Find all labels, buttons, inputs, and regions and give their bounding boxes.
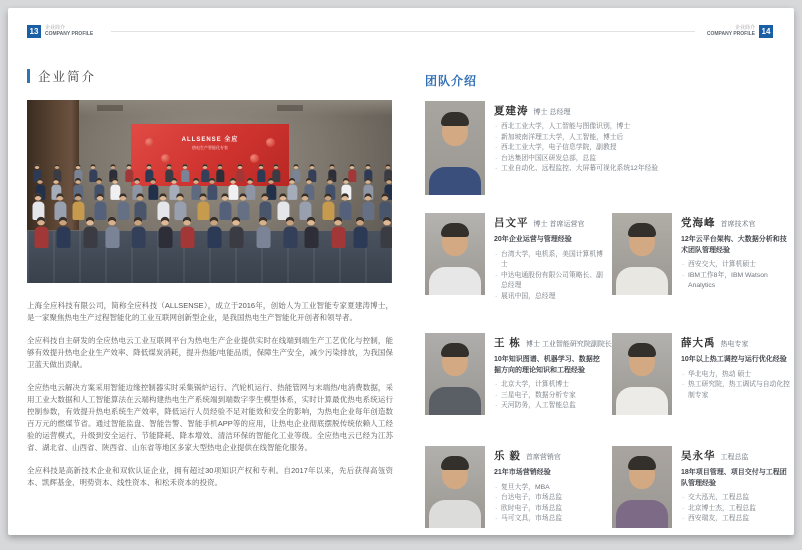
person-figure <box>227 217 244 252</box>
left-header-labels <box>45 25 93 37</box>
member-bullet: · 西安瑞友，工程总监 <box>681 514 790 525</box>
team-member <box>425 333 612 415</box>
member-summary: 10年知识图谱、机器学习、数据挖掘方向的理论知识和工程经验 <box>494 356 600 374</box>
member-bullet: · 台达电子，市场总监 <box>494 493 603 504</box>
member-bullet: · 新加坡南洋理工大学，人工智能，博士后 <box>494 133 791 144</box>
title-accent-bar <box>27 69 30 83</box>
member-summary: 18年项目管理、项目交付与工程团队管理经验 <box>681 469 787 487</box>
person-figure <box>330 217 347 252</box>
portrait-hair <box>628 343 656 357</box>
right-header-rule <box>401 31 695 32</box>
member-bullets <box>681 493 790 525</box>
team-row <box>425 446 791 528</box>
team-member <box>425 213 603 302</box>
left-section-title-text: 企业简介 <box>38 70 97 84</box>
team-member <box>425 446 603 528</box>
member-name-line <box>681 448 790 463</box>
member-name-line <box>494 215 603 230</box>
member-photo <box>425 101 485 195</box>
member-bullets <box>494 380 603 412</box>
portrait-shoulders <box>429 267 481 295</box>
member-bullet: · 中达电通股份有限公司策略长、副总经理 <box>494 271 603 292</box>
person-figure <box>180 164 190 184</box>
right-header-labels <box>707 25 755 37</box>
portrait-hair <box>628 456 656 470</box>
left-section-title <box>27 67 96 85</box>
team-row <box>425 333 791 415</box>
right-section-title: 团队介绍 <box>425 74 478 88</box>
member-bullet: · 欧时电子，市场总监 <box>494 504 603 515</box>
member-photo <box>612 333 672 415</box>
person-figure <box>130 217 147 252</box>
person-figure <box>103 217 120 252</box>
photo-crowd <box>27 100 392 283</box>
member-bullet: · 西北工业大学，电子信息学院，副教授 <box>494 143 791 154</box>
member-bullet: · 台湾大学，电机系，美国计算机博士 <box>494 250 603 271</box>
person-figure <box>54 217 71 252</box>
member-role: 博士 首席运营官 <box>533 221 585 228</box>
intro-paragraph: 上海全应科技有限公司，简称全应科技（ALLSENSE），成立于2016年，创始人为工业智能专家夏建涛博士，是一家聚焦热电生产过程智能化的工业互联网创新型企业，是我国热电生产智能化开创者和领导者。 <box>27 301 393 322</box>
brochure-spread <box>8 8 794 535</box>
group-photo <box>27 100 392 283</box>
team-row <box>425 101 791 195</box>
member-bullets <box>494 483 603 525</box>
intro-paragraph: 全应热电云解决方案采用智能边缘控制器实时采集锅炉运行、汽轮机运行、热能管网与末端热/电消费数据，采用工业大数据和人工智能算法在云端构建热电生产系统端到端数字孪生模型体系，实时计算最优热电系统运行控制参数，有效提升热电系统生产效率，降低运行人员经验不足对能效和安全的影响，为热电企业每年创造数百万元的燃煤节省。通过智能监盘、智能告警、智能手机APP等的应用，让热电企业彻底摆脱传统依赖人工经验的运营模式，升级到安全运行、节能降耗、降本增效、清洁环保的智能化工业等级。全应热电云已经为江苏省、湖北省、山西省、陕西省、山东省等地区多家大型热电企业提供在线智能化服务。 <box>27 383 393 452</box>
portrait-hair <box>441 343 469 357</box>
member-bullet: · 北京大学，计算机博士 <box>494 380 603 391</box>
portrait-hair <box>628 223 656 237</box>
member-summary: 10年以上热工调控与运行优化经验 <box>681 356 787 363</box>
portrait-shoulders <box>429 167 481 195</box>
right-header-label-cn: 企业简介 <box>734 25 755 31</box>
portrait-hair <box>441 112 469 126</box>
member-summary: 21年市场营销经验 <box>494 469 551 476</box>
member-bullet: · 马可文具，市场总监 <box>494 514 603 525</box>
portrait-shoulders <box>429 500 481 528</box>
right-running-header <box>401 24 773 38</box>
right-header-label-en: COMPANY PROFILE <box>706 31 755 37</box>
portrait-shoulders <box>616 500 668 528</box>
person-figure <box>352 217 369 252</box>
member-bullet: · 交大泓光，工程总监 <box>681 493 790 504</box>
right-page-number: 14 <box>759 25 773 38</box>
portrait-shoulders <box>616 387 668 415</box>
team-list <box>425 101 791 528</box>
person-figure <box>81 217 98 252</box>
member-name: 薛大禹 <box>681 337 716 349</box>
left-header-rule <box>111 31 401 32</box>
member-bullet: · 台达集团中国区研发总部，总监 <box>494 154 791 165</box>
member-name-line <box>494 448 603 463</box>
team-member <box>425 101 791 195</box>
left-page-number: 13 <box>27 25 41 38</box>
member-info <box>681 213 790 302</box>
portrait-shoulders <box>616 267 668 295</box>
member-info <box>681 333 790 415</box>
member-photo <box>425 333 485 415</box>
person-figure <box>281 217 298 252</box>
member-bullets <box>681 370 790 402</box>
member-bullet: · 展讯中国，总经理 <box>494 292 603 303</box>
person-figure <box>303 217 320 252</box>
member-name-line <box>681 335 790 350</box>
team-member <box>612 333 790 415</box>
member-info <box>494 101 791 195</box>
member-role: 博士 总经理 <box>533 109 571 116</box>
member-info <box>494 333 612 415</box>
member-bullet: · 华北电力，热动 硕士 <box>681 370 790 381</box>
member-bullet: · 工业自动化、远程监控、大屏幕可视化系统12年经验 <box>494 164 791 175</box>
member-bullet: · 三星电子，数据分析专家 <box>494 391 603 402</box>
portrait-hair <box>441 456 469 470</box>
page-left <box>8 8 401 535</box>
member-bullets <box>681 260 790 292</box>
banner-text-2: 热电生产智能化专家 <box>192 145 228 150</box>
team-member <box>612 446 790 528</box>
intro-paragraph: 全应科技是高新技术企业和双软认证企业，拥有超过30项知识产权和专利。自2017年以来，先后获得高瓴资本、凯辉基金、明势资本、线性资本、和松禾资本的投资。 <box>27 466 393 487</box>
team-member <box>612 213 790 302</box>
left-header-label-cn: 企业简介 <box>45 25 66 31</box>
member-name: 党海峰 <box>681 217 716 229</box>
member-role: 首席技术官 <box>720 221 756 228</box>
page-right <box>401 8 794 535</box>
left-running-header <box>27 24 401 38</box>
member-role: 热电专家 <box>720 341 749 348</box>
member-name-line <box>681 215 790 230</box>
member-name: 王 栋 <box>494 337 521 349</box>
member-photo <box>425 213 485 295</box>
member-name: 吕文平 <box>494 217 529 229</box>
team-row <box>425 213 791 302</box>
member-role: 工程总监 <box>720 454 749 461</box>
member-bullets <box>494 250 603 303</box>
member-bullet: · 西北工业大学，人工智能与图像识别，博士 <box>494 122 791 133</box>
member-bullet: · 北京博士杰，工程总监 <box>681 504 790 515</box>
person-figure <box>32 217 49 252</box>
member-role: 博士 工业智能研究院副院长 <box>525 341 612 348</box>
member-info <box>494 213 603 302</box>
intro-paragraph: 全应科技自主研发的全应热电云工业互联网平台为热电生产企业提供实时在线端到端生产工艺优化与控制，能够有效提升热电企业生产效率、降低煤炭消耗，提升热能/电能品质，保障生产安全，减少污染排放，为我国保卫蓝天做出贡献。 <box>27 336 393 369</box>
person-figure <box>378 217 392 252</box>
member-name: 乐 毅 <box>494 450 521 462</box>
member-info <box>681 446 790 528</box>
company-intro-paragraphs <box>27 300 393 500</box>
left-header-label-en: COMPANY PROFILE <box>45 31 94 37</box>
portrait-hair <box>441 223 469 237</box>
member-summary: 12年云平台架构、大数据分析和技术团队管理经验 <box>681 236 787 254</box>
member-info <box>494 446 603 528</box>
banner-text-1: ALLSENSE 全应 <box>181 137 239 143</box>
person-figure <box>254 217 271 252</box>
member-photo <box>425 446 485 528</box>
member-bullet: · 热工研究院，热工调试与自动化控制专家 <box>681 380 790 401</box>
member-bullet: · 西安交大，计算机硕士 <box>681 260 790 271</box>
member-photo <box>612 446 672 528</box>
person-figure <box>179 217 196 252</box>
member-name-line <box>494 103 791 118</box>
person-figure <box>205 217 222 252</box>
member-bullets <box>494 122 791 175</box>
member-name: 吴永华 <box>681 450 716 462</box>
member-name-line <box>494 335 612 350</box>
member-photo <box>612 213 672 295</box>
member-bullet: · 天河防务，人工智能总监 <box>494 401 603 412</box>
member-bullet: · IBM工作8年，IBM Watson Analytics <box>681 271 790 292</box>
member-bullet: · 复旦大学，MBA <box>494 483 603 494</box>
member-role: 首席营销官 <box>525 454 561 461</box>
member-summary: 20年企业运营与管理经验 <box>494 236 572 243</box>
member-name: 夏建涛 <box>494 105 529 117</box>
person-figure <box>157 217 174 252</box>
portrait-shoulders <box>429 387 481 415</box>
